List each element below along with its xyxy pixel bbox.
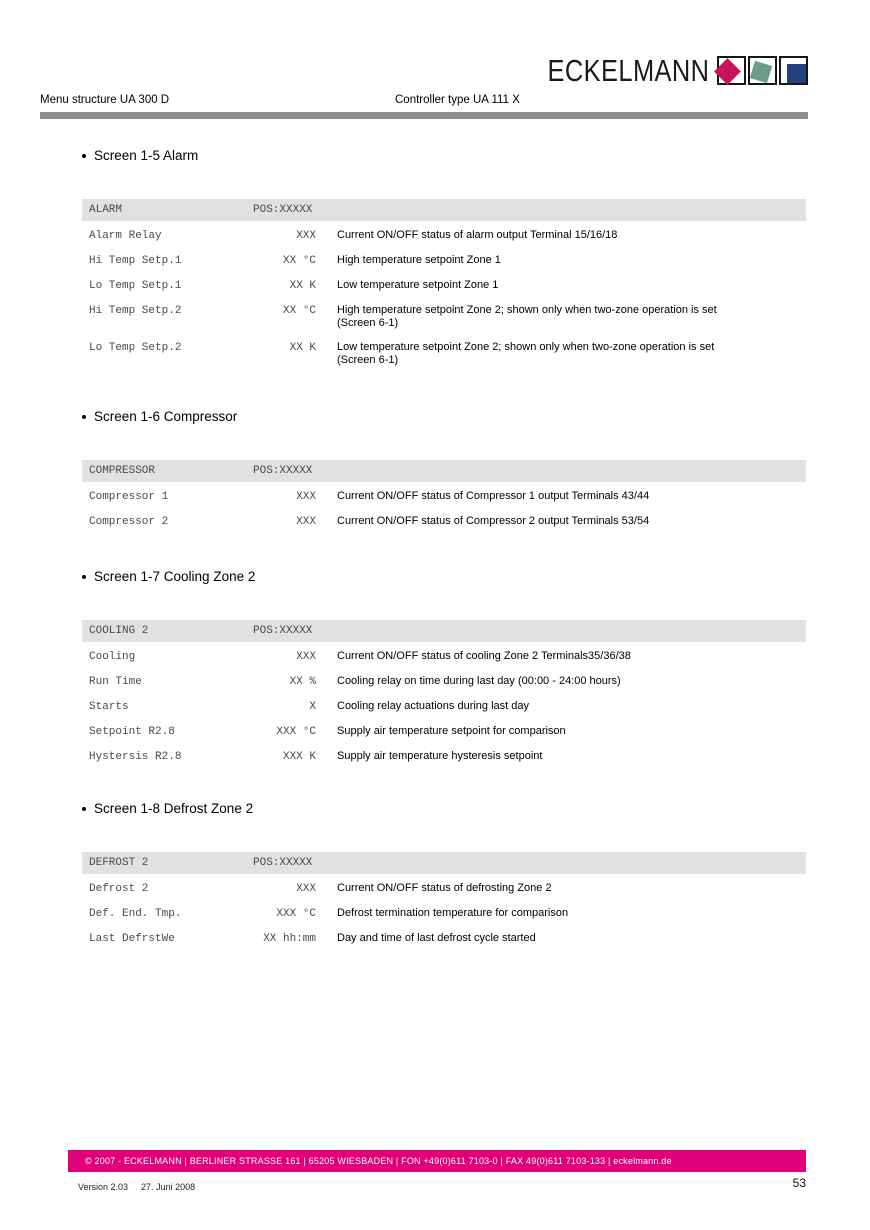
table-row	[82, 743, 806, 768]
table-row	[82, 483, 806, 508]
table-pos: POS:XXXXX	[253, 204, 313, 216]
row-description-line1: Low temperature setpoint Zone 1	[337, 279, 499, 291]
row-description-line1: Current ON/OFF status of cooling Zone 2 Terminals35/36/38	[337, 650, 631, 662]
row-description	[337, 229, 782, 242]
table-row	[82, 718, 806, 743]
logo-box-3	[779, 56, 808, 85]
row-description	[337, 254, 782, 267]
bullet-icon	[82, 575, 86, 579]
logo-magenta-diamond-icon	[714, 58, 741, 85]
row-value: XX K	[289, 280, 316, 292]
row-label: Cooling	[89, 651, 136, 663]
row-value: XX °C	[282, 255, 316, 267]
row-description-line1: Current ON/OFF status of Compressor 1 output Terminals 43/44	[337, 490, 650, 502]
bullet-icon	[82, 415, 86, 419]
row-description-line2: (Screen 6-1)	[337, 317, 399, 329]
row-value: XXX	[296, 883, 316, 895]
row-description	[337, 750, 782, 763]
table-title: DEFROST 2	[89, 857, 149, 869]
row-value: XX K	[289, 342, 316, 354]
row-label: Compressor 1	[89, 491, 169, 503]
row-label: Hi Temp Setp.1	[89, 255, 182, 267]
row-description	[337, 932, 782, 945]
section-heading-label: Screen 1-5 Alarm	[94, 147, 199, 163]
row-description	[337, 907, 782, 920]
row-value: XXX	[296, 516, 316, 528]
logo-mark	[717, 56, 808, 85]
row-value: XX %	[289, 676, 316, 688]
table-pos: POS:XXXXX	[253, 857, 313, 869]
row-description-line1: Low temperature setpoint Zone 2; shown only when two-zone operation is set	[337, 341, 715, 353]
row-description-line1: Cooling relay on time during last day (00:00 - 24:00 hours)	[337, 675, 621, 687]
table-body	[82, 642, 806, 768]
row-description-line1: Cooling relay actuations during last day	[337, 700, 530, 712]
row-description-line1: High temperature setpoint Zone 1	[337, 254, 501, 266]
section-screen-1-6-compressor	[82, 409, 806, 533]
row-label: Compressor 2	[89, 516, 169, 528]
section-heading-label: Screen 1-6 Compressor	[94, 408, 238, 424]
logo-green-square-icon	[750, 61, 772, 83]
table-row	[82, 222, 806, 247]
table-row	[82, 925, 806, 950]
row-value: XXX K	[282, 751, 316, 763]
row-label: Hystersis R2.8	[89, 751, 182, 763]
row-value: XXX	[296, 651, 316, 663]
row-description-line1: Current ON/OFF status of defrosting Zone 2	[337, 882, 552, 894]
row-value: XX °C	[282, 305, 316, 317]
row-description	[337, 675, 782, 688]
logo-blue-square-icon	[787, 64, 806, 83]
row-description	[337, 279, 782, 292]
row-label: Lo Temp Setp.2	[89, 342, 182, 354]
row-label: Def. End. Tmp.	[89, 908, 182, 920]
header-divider	[40, 112, 808, 119]
row-value: XX hh:mm	[263, 933, 316, 945]
row-description-line1: Defrost termination temperature for comparison	[337, 907, 569, 919]
screen-table-cooling	[82, 620, 806, 768]
table-header-row	[82, 199, 806, 221]
row-description	[337, 650, 782, 663]
doc-header-left: Menu structure UA 300 D	[40, 94, 170, 106]
row-description	[337, 515, 782, 528]
section-heading	[82, 148, 806, 162]
table-pos: POS:XXXXX	[253, 625, 313, 637]
eckelmann-logo	[512, 52, 808, 88]
table-title: COMPRESSOR	[89, 465, 156, 477]
row-value: XXX °C	[276, 908, 316, 920]
version-info	[78, 1182, 195, 1192]
section-screen-1-7-cooling	[82, 569, 806, 768]
row-description-line1: High temperature setpoint Zone 2; shown only when two-zone operation is set	[337, 304, 717, 316]
row-label: Alarm Relay	[89, 230, 162, 242]
version-date: 27. Juni 2008	[141, 1182, 196, 1192]
screen-table-defrost	[82, 852, 806, 950]
row-description	[337, 725, 782, 738]
section-heading	[82, 409, 806, 423]
section-heading-label: Screen 1-8 Defrost Zone 2	[94, 800, 254, 816]
row-description-line1: Supply air temperature setpoint for comparison	[337, 725, 566, 737]
table-title: COOLING 2	[89, 625, 149, 637]
row-description-line1: Current ON/OFF status of Compressor 2 output Terminals 53/54	[337, 515, 650, 527]
bullet-icon	[82, 154, 86, 158]
table-row	[82, 508, 806, 533]
version-label: Version 2.03	[78, 1182, 129, 1192]
row-description	[337, 882, 782, 895]
table-row	[82, 875, 806, 900]
screen-table-compressor	[82, 460, 806, 533]
logo-wordmark: ECKELMANN	[547, 52, 709, 88]
row-label: Run Time	[89, 676, 142, 688]
table-row	[82, 247, 806, 272]
table-pos: POS:XXXXX	[253, 465, 313, 477]
logo-box-2	[748, 56, 777, 85]
table-body	[82, 874, 806, 950]
doc-header-right: Controller type UA 111 X	[395, 94, 520, 106]
logo-box-1	[717, 56, 746, 85]
row-description	[337, 490, 782, 503]
table-header-row	[82, 852, 806, 874]
row-description	[337, 304, 782, 330]
table-row	[82, 272, 806, 297]
footer-copyright: © 2007 - ECKELMANN | BERLINER STRASSE 161 | 65205 WIESBADEN | FON +49(0)611 7103-0 | FAX 49(0)611 7103-133 | eckelmann.de	[85, 1156, 672, 1166]
section-heading-label: Screen 1-7 Cooling Zone 2	[94, 568, 256, 584]
bullet-icon	[82, 807, 86, 811]
row-label: Lo Temp Setp.1	[89, 280, 182, 292]
row-label: Hi Temp Setp.2	[89, 305, 182, 317]
row-description	[337, 341, 782, 367]
row-label: Last DefrstWe	[89, 933, 175, 945]
row-value: XXX °C	[276, 726, 316, 738]
section-heading	[82, 801, 806, 815]
row-description-line1: Current ON/OFF status of alarm output Terminal 15/16/18	[337, 229, 618, 241]
row-value: XXX	[296, 491, 316, 503]
table-row	[82, 297, 806, 334]
section-heading	[82, 569, 806, 583]
table-header-row	[82, 620, 806, 642]
table-title: ALARM	[89, 204, 123, 216]
table-row	[82, 668, 806, 693]
section-screen-1-8-defrost	[82, 801, 806, 950]
table-row	[82, 900, 806, 925]
table-row	[82, 693, 806, 718]
row-description	[337, 700, 782, 713]
row-value: X	[309, 701, 316, 713]
row-label: Setpoint R2.8	[89, 726, 175, 738]
row-label: Starts	[89, 701, 129, 713]
footer-address-bar	[68, 1150, 806, 1172]
screen-table-alarm	[82, 199, 806, 371]
section-screen-1-5-alarm	[82, 148, 806, 371]
row-description-line1: Supply air temperature hysteresis setpoint	[337, 750, 543, 762]
row-value: XXX	[296, 230, 316, 242]
table-header-row	[82, 460, 806, 482]
table-row	[82, 643, 806, 668]
table-row	[82, 334, 806, 371]
row-description-line1: Day and time of last defrost cycle started	[337, 932, 536, 944]
row-label: Defrost 2	[89, 883, 149, 895]
table-body	[82, 221, 806, 371]
table-body	[82, 482, 806, 533]
row-description-line2: (Screen 6-1)	[337, 354, 399, 366]
page-number: 53	[792, 1176, 806, 1190]
